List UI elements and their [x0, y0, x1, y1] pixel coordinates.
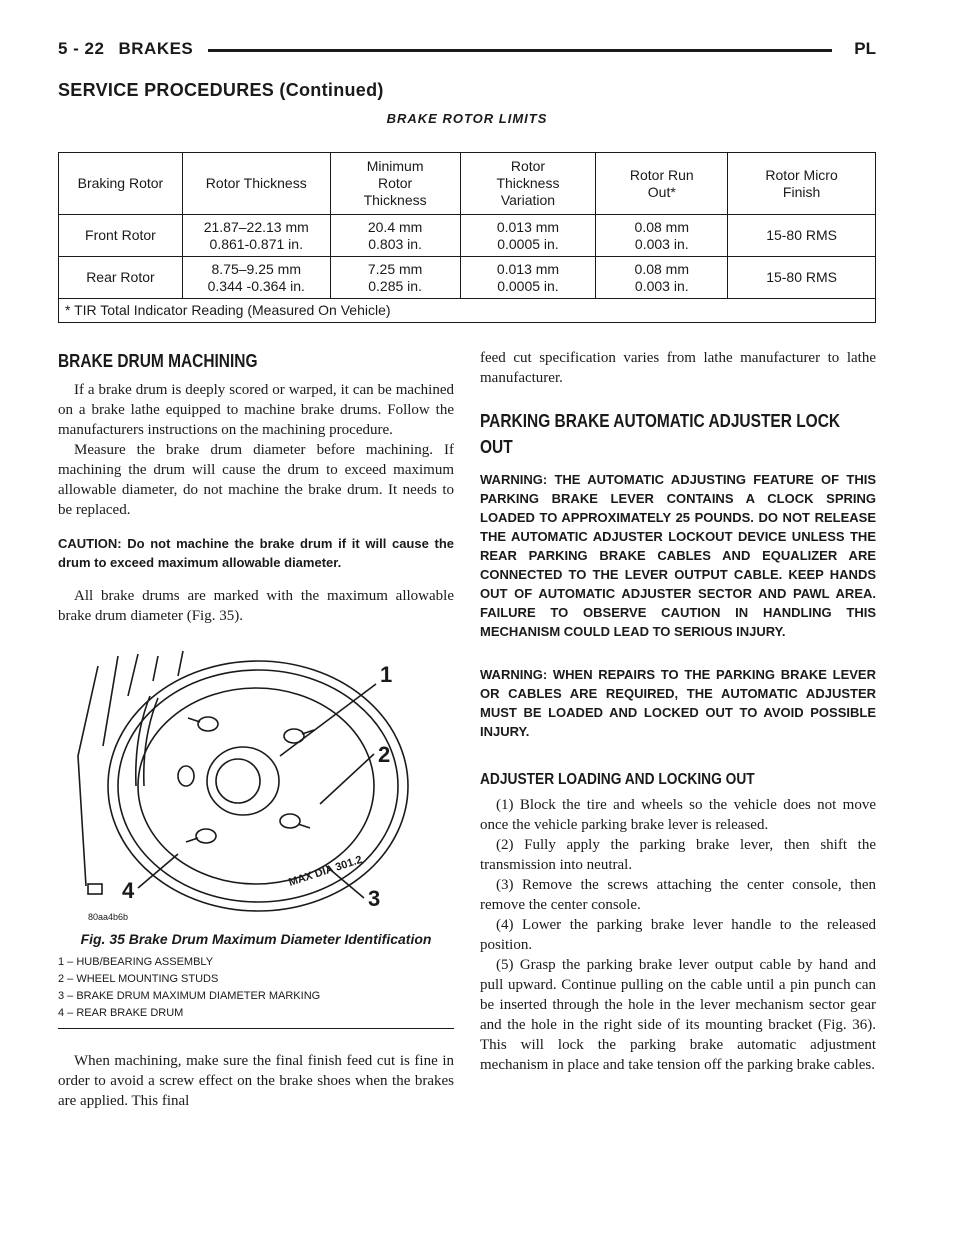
- section-title: SERVICE PROCEDURES (Continued): [58, 80, 384, 100]
- paragraph: All brake drums are marked with the maximum allowable brake drum diameter (Fig. 35).: [58, 588, 454, 624]
- heading-parking-brake-lock-out: PARKING BRAKE AUTOMATIC ADJUSTER LOCK OUT: [480, 411, 841, 457]
- callout-2: 2: [378, 742, 391, 767]
- col-header: Minimum Rotor Thickness: [330, 153, 460, 215]
- hub-bearing-assembly: [207, 747, 279, 815]
- table-cell: 0.08 mm 0.003 in.: [596, 257, 728, 299]
- table-cell: 15-80 RMS: [728, 215, 876, 257]
- table-row: [59, 257, 876, 299]
- col-header: Braking Rotor: [59, 153, 183, 215]
- table-cell: 8.75–9.25 mm 0.344 -0.364 in.: [182, 257, 330, 299]
- callout-1: 1: [380, 662, 393, 687]
- table-cell: 21.87–22.13 mm 0.861-0.871 in.: [182, 215, 330, 257]
- brake-rotor-limits-table: [58, 152, 876, 323]
- table-row: [59, 215, 876, 257]
- table-footnote: * TIR Total Indicator Reading (Measured On Vehicle): [59, 299, 876, 323]
- procedure-step: (1) Block the tire and wheels so the vehicle does not move once the vehicle parking brake lever is released.: [480, 797, 876, 833]
- drum-outer-rim: [108, 661, 408, 911]
- left-column: [58, 348, 454, 1111]
- legend-item: 3 – BRAKE DRUM MAXIMUM DIAMETER MARKING: [58, 990, 321, 1002]
- callout-3: 3: [368, 886, 381, 911]
- table-footnote-row: [59, 299, 876, 323]
- page-header: [58, 39, 876, 61]
- model-code: PL: [854, 39, 876, 58]
- procedure-step: (5) Grasp the parking brake lever output cable by hand and pull upward. Continue pulling on the cable until a pin punch can be inserted through the hole in the lever mechanism sector gear and the hole in the right side of its mounting bracket (Fig. 36). This will lock the parking brake automatic adjustment mechanism in place and take tension off the parking brake cables.: [480, 957, 876, 1073]
- paragraph: When machining, make sure the final finish feed cut is fine in order to avoid a screw effect on the brake shoes when the brakes are applied. This final: [58, 1053, 454, 1109]
- table-cell: 0.013 mm 0.0005 in.: [460, 215, 596, 257]
- caution-note: CAUTION: Do not machine the brake drum if it will cause the drum to exceed maximum allowable diameter.: [58, 536, 454, 570]
- table-cell: 15-80 RMS: [728, 257, 876, 299]
- col-header: Rotor Thickness: [182, 153, 330, 215]
- heading-brake-drum-machining: BRAKE DRUM MACHINING: [58, 351, 258, 371]
- paragraph: feed cut specification varies from lathe manufacturer to lathe manufacturer.: [480, 350, 876, 386]
- callout-4: 4: [122, 878, 135, 903]
- table-header-row: [59, 153, 876, 215]
- col-header: Rotor Micro Finish: [728, 153, 876, 215]
- col-header: Rotor Run Out*: [596, 153, 728, 215]
- table-cell: 0.013 mm 0.0005 in.: [460, 257, 596, 299]
- page-number: 5 - 22: [58, 39, 105, 58]
- col-header: Rotor Thickness Variation: [460, 153, 596, 215]
- legend-item: 1 – HUB/BEARING ASSEMBLY: [58, 956, 214, 968]
- header-rule: [208, 49, 832, 52]
- figure-caption: Fig. 35 Brake Drum Maximum Diameter Identification: [80, 931, 432, 947]
- warning-note: WARNING: THE AUTOMATIC ADJUSTING FEATURE OF THIS PARKING BRAKE LEVER CONTAINS A CLOCK SPRING LOADED TO APPROXIMATELY 25 POUNDS. DO NOT RELEASE THE AUTOMATIC ADJUSTER LOCKOUT DEVICE UNLESS THE REAR PARKING BRAKE CABLES AND EQUALIZER ARE CONNECTED TO THE LEVER OUTPUT CABLE. KEEP HANDS OUT OF AUTOMATIC ADJUSTER SECTOR AND PAWL AREA. FAILURE TO OBSERVE CAUTION IN HANDLING THIS MECHANISM COULD LEAD TO SERIOUS INJURY.: [480, 472, 876, 639]
- wheel-studs: [178, 717, 314, 843]
- procedure-step: (4) Lower the parking brake lever handle to the released position.: [480, 917, 876, 953]
- table-cell: 0.08 mm 0.003 in.: [596, 215, 728, 257]
- figure-id: 80aa4b6b: [88, 912, 129, 922]
- figure-35-brake-drum: [58, 636, 454, 926]
- procedure-step: (2) Fully apply the parking brake lever, then shift the transmission into neutral.: [480, 837, 876, 873]
- procedure-step: (3) Remove the screws attaching the center console, then remove the center console.: [480, 877, 876, 913]
- figure-legend: [58, 954, 454, 1029]
- paragraph: If a brake drum is deeply scored or warped, it can be machined on a brake lathe equipped to machine brake drums. Follow the manufacturers instructions on the machining procedure.: [58, 382, 454, 438]
- table-cell: Rear Rotor: [59, 257, 183, 299]
- paragraph: Measure the brake drum diameter before machining. If machining the drum will cause the drum to exceed maximum allowable diameter, do not machine the brake drum. It needs to be replaced.: [58, 442, 454, 518]
- table-cell: 7.25 mm 0.285 in.: [330, 257, 460, 299]
- table-cell: Front Rotor: [59, 215, 183, 257]
- legend-item: 2 – WHEEL MOUNTING STUDS: [58, 973, 219, 985]
- table-title: BRAKE ROTOR LIMITS: [386, 111, 548, 126]
- section-name: BRAKES: [118, 39, 194, 58]
- subheading-adjuster-loading: ADJUSTER LOADING AND LOCKING OUT: [480, 771, 755, 788]
- suspension-arm: [103, 656, 118, 746]
- brake-drum-illustration: [58, 636, 454, 926]
- right-column: [480, 348, 876, 1075]
- table-cell: 20.4 mm 0.803 in.: [330, 215, 460, 257]
- backing-plate-edge: [78, 666, 98, 886]
- legend-item: 4 – REAR BRAKE DRUM: [58, 1007, 184, 1019]
- drum-max-dia-marking: MAX DIA 301.2: [287, 853, 364, 889]
- warning-note: WARNING: WHEN REPAIRS TO THE PARKING BRAKE LEVER OR CABLES ARE REQUIRED, THE AUTOMATIC ADJUSTER MUST BE LOADED AND LOCKED OUT TO AVOID POSSIBLE INJURY.: [480, 667, 876, 739]
